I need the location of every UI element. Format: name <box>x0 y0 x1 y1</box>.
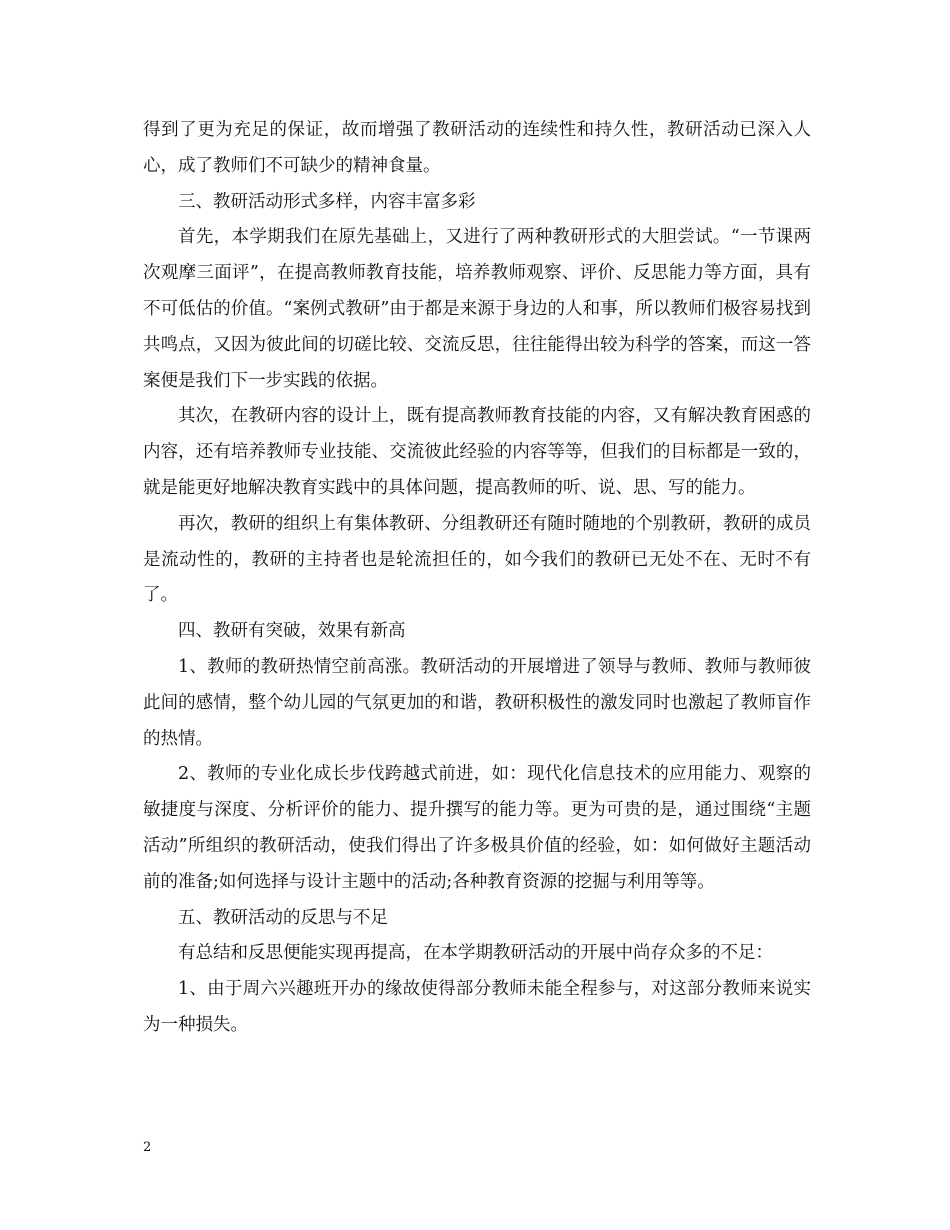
paragraph-point-1: 1、教师的教研热情空前高涨。教研活动的开展增进了领导与教师、教师与教师彼此间的感情，整个幼儿园的气氛更加的和谐，教研积极性的激发同时也激起了教师盲作的热情。 <box>143 656 811 749</box>
paragraph-shortcoming-1: 1、由于周六兴趣班开办的缘故使得部分教师未能全程参与，对这部分教师来说实为一种损失。 <box>143 979 811 1035</box>
page-number: 2 <box>143 1140 152 1155</box>
section-heading-3: 三、教研活动形式多样，内容丰富多彩 <box>178 191 476 212</box>
document-body <box>143 113 811 1044</box>
paragraph-intro-shortcomings: 有总结和反思便能实现再提高，在本学期教研活动的开展中尚存众多的不足： <box>178 943 773 964</box>
paragraph-continuation: 得到了更为充足的保证，故而增强了教研活动的连续性和持久性，教研活动已深入人心，成了教师们不可缺少的精神食量。 <box>143 120 811 176</box>
paragraph-point-2: 2、教师的专业化成长步伐跨越式前进，如：现代化信息技术的应用能力、观察的敏捷度与深度、分析评价的能力、提升撰写的能力等。更为可贵的是，通过围绕“主题活动”所组织的教研活动，使我们得出了许多极具价值的经验，如：如何做好主题活动前的准备;如何选择与设计主题中的活动;各种教育资源的挖掘与利用等等。 <box>143 764 811 892</box>
paragraph-third: 再次，教研的组织上有集体教研、分组教研还有随时随地的个别教研，教研的成员是流动性的，教研的主持者也是轮流担任的，如今我们的教研已无处不在、无时不有了。 <box>143 513 811 606</box>
section-heading-4: 四、教研有突破，效果有新高 <box>178 621 406 642</box>
paragraph-second: 其次，在教研内容的设计上，既有提高教师教育技能的内容，又有解决教育困惑的内容，还有培养教师专业技能、交流彼此经验的内容等等，但我们的目标都是一致的，就是能更好地解决教育实践中的具体问题，提高教师的听、说、思、写的能力。 <box>143 406 811 498</box>
paragraph-first: 首先，本学期我们在原先基础上，又进行了两种教研形式的大胆尝试。“一节课两次观摩三面评”，在提高教师教育技能，培养教师观察、评价、反思能力等方面，具有不可低估的价值。“案例式教研”由于都是来源于身边的人和事，所以教师们极容易找到共鸣点，又因为彼此间的切磋比较、交流反思，往往能得出较为科学的答案，而这一答案便是我们下一步实践的依据。 <box>143 227 811 391</box>
section-heading-5: 五、教研活动的反思与不足 <box>178 907 388 928</box>
